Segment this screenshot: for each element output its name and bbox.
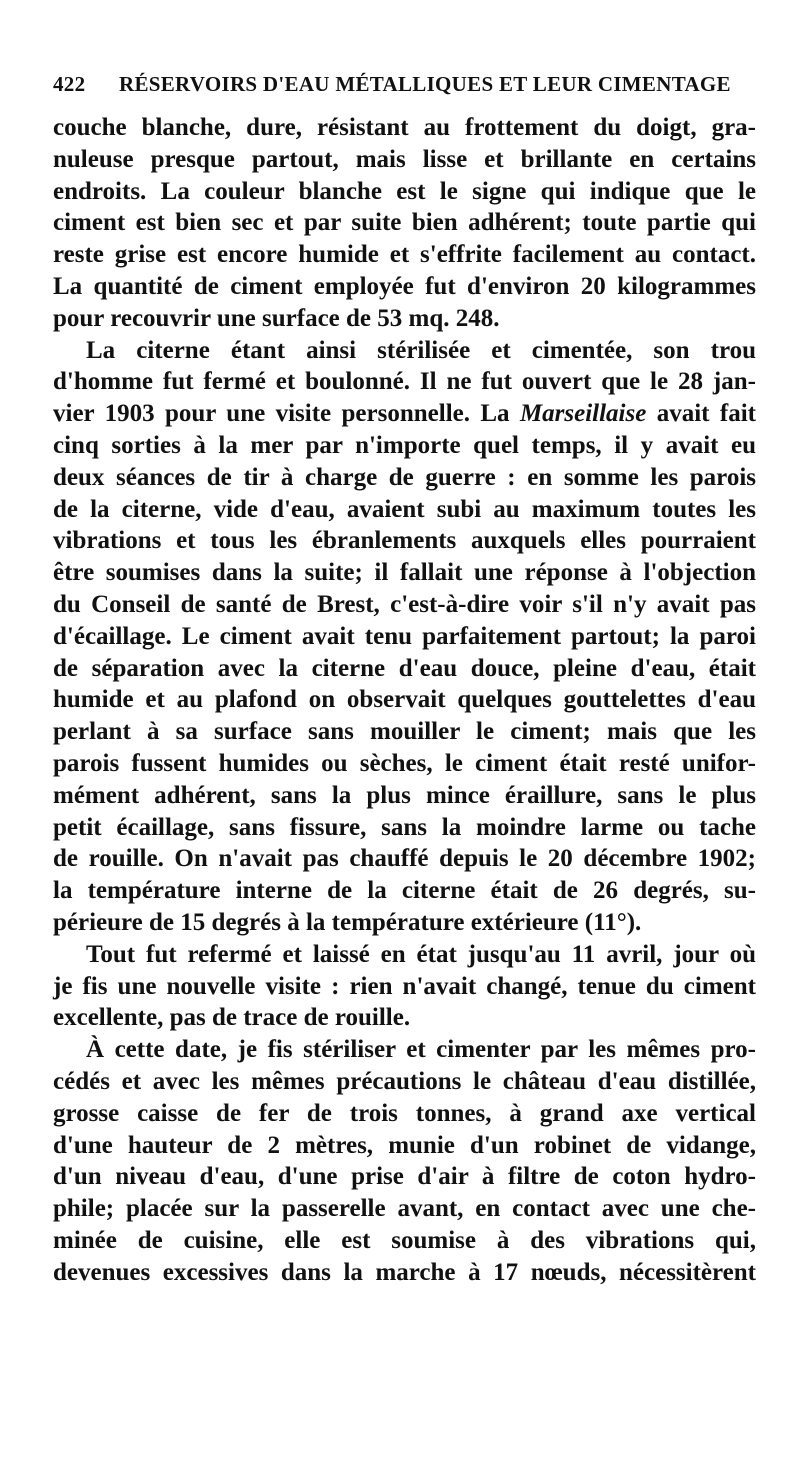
text-line: perlant à sa surface sans mouiller le ciment; mais que les	[53, 718, 756, 746]
text-line: À cette date, je fis stériliser et cimenter par les mêmes pro-	[86, 1036, 756, 1064]
text-line: de rouille. On n'avait pas chauffé depuis le 20 décembre 1902;	[53, 845, 756, 873]
text-line: petit écaillage, sans fissure, sans la moindre larme ou tache	[53, 813, 756, 841]
running-title: RÉSERVOIRS D'EAU MÉTALLIQUES ET LEUR CIMENTAGE	[119, 72, 731, 96]
text-line: endroits. La couleur blanche est le signe qui indique que le	[53, 177, 756, 205]
paragraph	[53, 112, 756, 335]
body-text	[53, 112, 756, 1288]
text-line: excellente, pas de trace de rouille.	[53, 1004, 411, 1032]
text-line: phile; placée sur la passerelle avant, en contact avec une che-	[53, 1195, 756, 1223]
running-head	[53, 66, 755, 102]
page-number: 422	[53, 72, 86, 96]
text-line: parois fussent humides ou sèches, le ciment était resté unifor-	[53, 749, 756, 777]
paragraph	[53, 939, 756, 1034]
text-line: être soumises dans la suite; il fallait une réponse à l'objection	[53, 559, 756, 587]
text-line: vier 1903 pour une visite personnelle. La Marseillaise avait fait	[53, 400, 756, 428]
text-line: grosse caisse de fer de trois tonnes, à grand axe vertical	[53, 1099, 756, 1127]
text-line: d'une hauteur de 2 mètres, munie d'un robinet de vidange,	[53, 1131, 756, 1159]
text-line: minée de cuisine, elle est soumise à des vibrations qui,	[53, 1226, 756, 1254]
italic-text: Marseillaise	[519, 400, 647, 428]
paragraph	[53, 335, 756, 939]
text-line: vibrations et tous les ébranlements auxquels elles pourraient	[53, 527, 756, 555]
paragraph	[53, 1034, 756, 1288]
text-line: cédés et avec les mêmes précautions le château d'eau distillée,	[53, 1067, 756, 1095]
text-line: d'homme fut fermé et boulonné. Il ne fut ouvert que le 28 jan-	[53, 368, 756, 396]
text-line: reste grise est encore humide et s'effrite facilement au contact.	[53, 241, 756, 269]
text-line: humide et au plafond on observait quelques gouttelettes d'eau	[53, 686, 756, 714]
text-line: La citerne étant ainsi stérilisée et cimentée, son trou	[86, 336, 756, 364]
text-line: mément adhérent, sans la plus mince éraillure, sans le plus	[53, 781, 756, 809]
text-line: je fis une nouvelle visite : rien n'avait changé, tenue du ciment	[53, 972, 756, 1000]
text-line: pour recouvrir une surface de 53 mq. 248.	[53, 304, 500, 332]
text-line: nuleuse presque partout, mais lisse et brillante en certains	[53, 145, 756, 173]
text-line: devenues excessives dans la marche à 17 nœuds, nécessitèrent	[53, 1258, 756, 1286]
text-line: de séparation avec la citerne d'eau douce, pleine d'eau, était	[53, 654, 756, 682]
text-line: ciment est bien sec et par suite bien adhérent; toute partie qui	[53, 209, 756, 237]
text-line: La quantité de ciment employée fut d'environ 20 kilogrammes	[53, 272, 756, 300]
text-line: d'écaillage. Le ciment avait tenu parfaitement partout; la paroi	[53, 622, 756, 650]
text-line: du Conseil de santé de Brest, c'est-à-dire voir s'il n'y avait pas	[53, 590, 756, 618]
text-line: de la citerne, vide d'eau, avaient subi au maximum toutes les	[53, 495, 756, 523]
text-line: cinq sorties à la mer par n'importe quel temps, il y avait eu	[53, 431, 756, 459]
text-line: périeure de 15 degrés à la température extérieure (11°).	[53, 908, 642, 936]
text-line: couche blanche, dure, résistant au frottement du doigt, gra-	[53, 114, 756, 141]
text-line: la température interne de la citerne était de 26 degrés, su-	[53, 877, 756, 905]
text-line: deux séances de tir à charge de guerre : en somme les parois	[53, 463, 756, 491]
text-line: Tout fut refermé et laissé en état jusqu'au 11 avril, jour où	[86, 940, 756, 968]
text-line: d'un niveau d'eau, d'une prise d'air à filtre de coton hydro-	[53, 1163, 756, 1191]
